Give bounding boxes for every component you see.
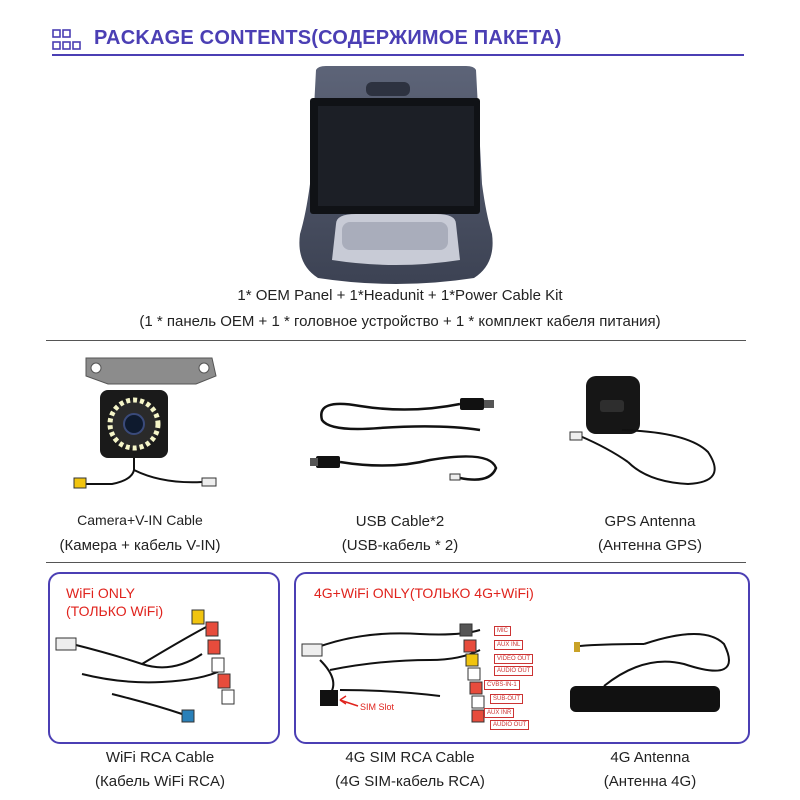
connector-tag: AUX INL <box>494 640 523 650</box>
usb-caption-ru: (USB-кабель * 2) <box>341 537 459 554</box>
main-item-caption-ru: (1 * панель OEM + 1 * головное устройство + 1 * комплект кабеля питания) <box>139 313 661 330</box>
gps-caption-ru: (Антенна GPS) <box>597 537 703 554</box>
connector-tag: VIDEO OUT <box>494 654 533 664</box>
connector-tag: MIC <box>494 626 511 636</box>
4g-antenna-image <box>564 624 744 724</box>
package-icon <box>52 29 82 51</box>
page-title: PACKAGE CONTENTS(СОДЕРЖИМОЕ ПАКЕТА) <box>94 27 562 49</box>
4g-antenna-caption: 4G Antenna <box>610 749 690 766</box>
wifi-rca-cable-image <box>52 604 272 734</box>
headunit-panel-image <box>296 64 496 286</box>
wifi-rca-caption: WiFi RCA Cable <box>105 749 215 766</box>
gps-caption: GPS Antenna <box>604 513 696 530</box>
4g-sim-rca-caption: 4G SIM RCA Cable <box>345 749 475 766</box>
wifi-only-label-ru: (ТОЛЬКО WiFi) <box>66 603 164 619</box>
4g-sim-rca-caption-ru: (4G SIM-кабель RCA) <box>335 773 485 790</box>
camera-image <box>72 352 232 502</box>
wifi-only-label: WiFi ONLY <box>66 585 135 601</box>
usb-cable-image <box>310 380 506 490</box>
wifi-rca-caption-ru: (Кабель WiFi RCA) <box>95 773 225 790</box>
connector-tag: SUB-OUT <box>490 694 523 704</box>
4g-wifi-only-label: 4G+WiFi ONLY(ТОЛЬКО 4G+WiFi) <box>314 585 534 601</box>
camera-caption-ru: (Камера + кабель V-IN) <box>59 537 221 554</box>
divider <box>46 562 746 563</box>
connector-tag: AUX INR <box>484 708 514 718</box>
usb-caption: USB Cable*2 <box>355 513 445 530</box>
divider <box>46 340 746 341</box>
4g-antenna-caption-ru: (Антенна 4G) <box>603 773 697 790</box>
main-item-caption: 1* OEM Panel + 1*Headunit + 1*Power Cable Kit <box>237 287 563 304</box>
gps-antenna-image <box>568 372 738 500</box>
camera-caption: Camera+V-IN Cable <box>77 512 203 528</box>
sim-slot-label: SIM Slot <box>360 702 395 712</box>
title-underline <box>52 54 744 56</box>
connector-tag: AUDIO OUT <box>490 720 529 730</box>
connector-tag: CVBS-IN-1 <box>484 680 520 690</box>
connector-tag: AUDIO OUT <box>494 666 533 676</box>
